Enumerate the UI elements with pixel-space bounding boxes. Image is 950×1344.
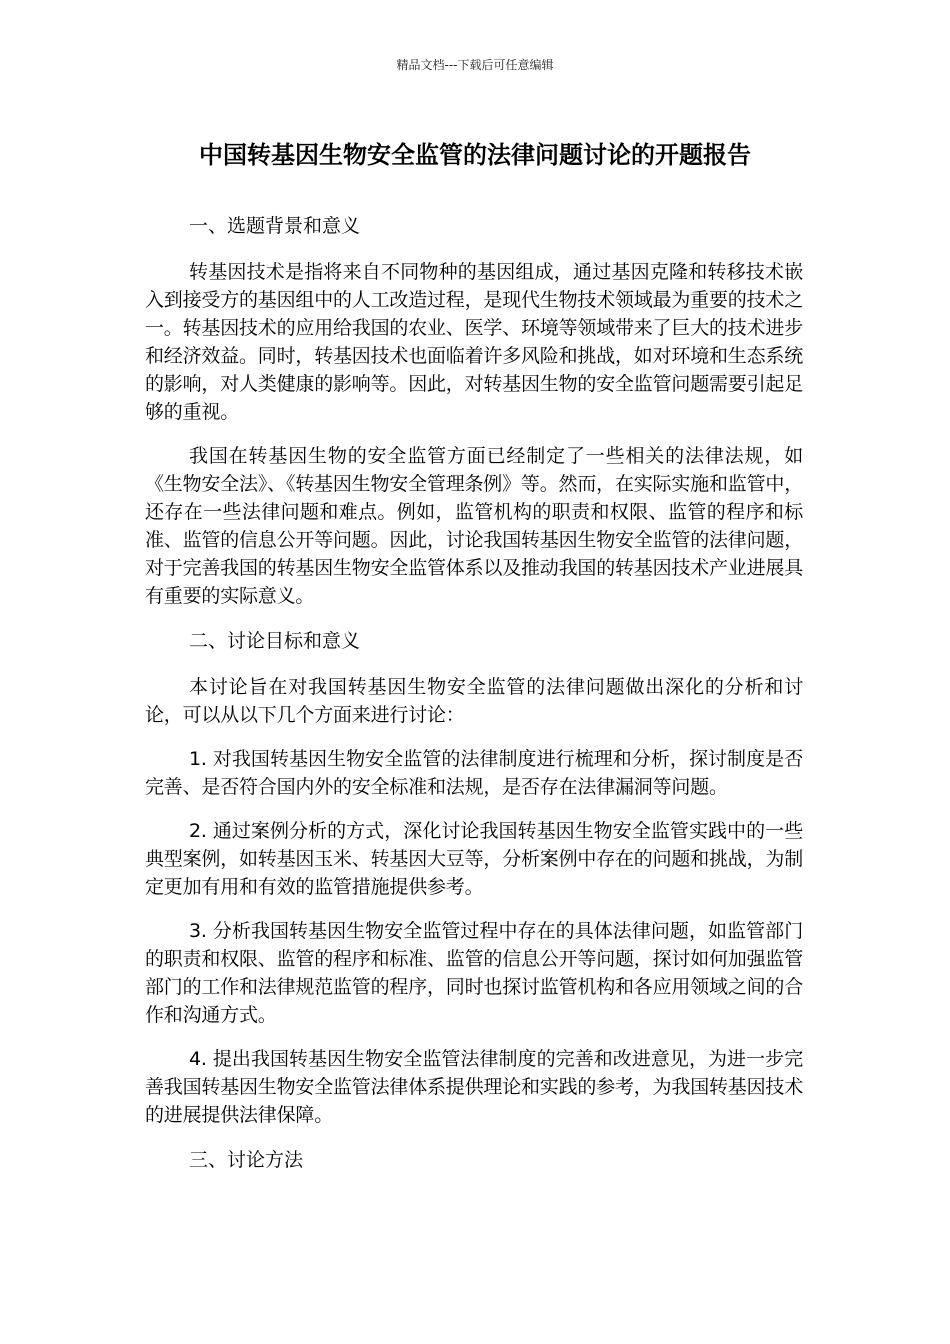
- paragraph-background-1: 转基因技术是指将来自不同物种的基因组成，通过基因克隆和转移技术嵌入到接受方的基因组中的人工改造过程，是现代生物技术领域最为重要的技术之一。转基因技术的应用给我国的农业、医学、环境等领域带来了巨大的技术进步和经济效益。同时，转基因技术也面临着许多风险和挑战，如对环境和生态系统的影响，对人类健康的影响等。因此，对转基因生物的安全监管问题需要引起足够的重视。: [145, 261, 804, 423]
- page-header-note: 精品文档---下载后可任意编辑: [396, 58, 554, 72]
- paragraph-objectives-intro: 本讨论旨在对我国转基因生物安全监管的法律问题做出深化的分析和讨论，可以从以下几个方面来进行讨论：: [145, 676, 803, 726]
- document-title: 中国转基因生物安全监管的法律问题讨论的开题报告: [199, 141, 751, 169]
- objective-item-1: 1. 对我国转基因生物安全监管的法律制度进行梳理和分析，探讨制度是否完善、是否符合国内外的安全标准和法规，是否存在法律漏洞等问题。: [145, 748, 803, 798]
- section-heading-background: 一、选题背景和意义: [189, 215, 361, 237]
- paragraph-background-2: 我国在转基因生物的安全监管方面已经制定了一些相关的法律法规，如《生物安全法》、《转基因生物安全管理条例》等。然而，在实际实施和监管中，还存在一些法律问题和难点。例如，监管机构的职责和权限、监管的程序和标准、监管的信息公开等问题。因此，讨论我国转基因生物安全监管的法律问题，对于完善我国的转基因生物安全监管体系以及推动我国的转基因技术产业进展具有重要的实际意义。: [145, 445, 804, 607]
- objective-item-4: 4. 提出我国转基因生物安全监管法律制度的完善和改进意见，为进一步完善我国转基因生物安全监管法律体系提供理论和实践的参考，为我国转基因技术的进展提供法律保障。: [145, 1048, 804, 1126]
- objective-item-3: 3. 分析我国转基因生物安全监管过程中存在的具体法律问题，如监管部门的职责和权限、监管的程序和标准、监管的信息公开等问题，探讨如何加强监管部门的工作和法律规范监管的程序，同时也探讨监管机构和各应用领域之间的合作和沟通方式。: [145, 920, 804, 1026]
- section-heading-methods: 三、讨论方法: [189, 1149, 304, 1171]
- document-body: [145, 211, 803, 1192]
- section-heading-objectives: 二、讨论目标和意义: [189, 630, 361, 652]
- objective-item-2: 2. 通过案例分析的方式，深化讨论我国转基因生物安全监管实践中的一些典型案例，如转基因玉米、转基因大豆等，分析案例中存在的问题和挑战，为制定更加有用和有效的监管措施提供参考。: [145, 820, 804, 898]
